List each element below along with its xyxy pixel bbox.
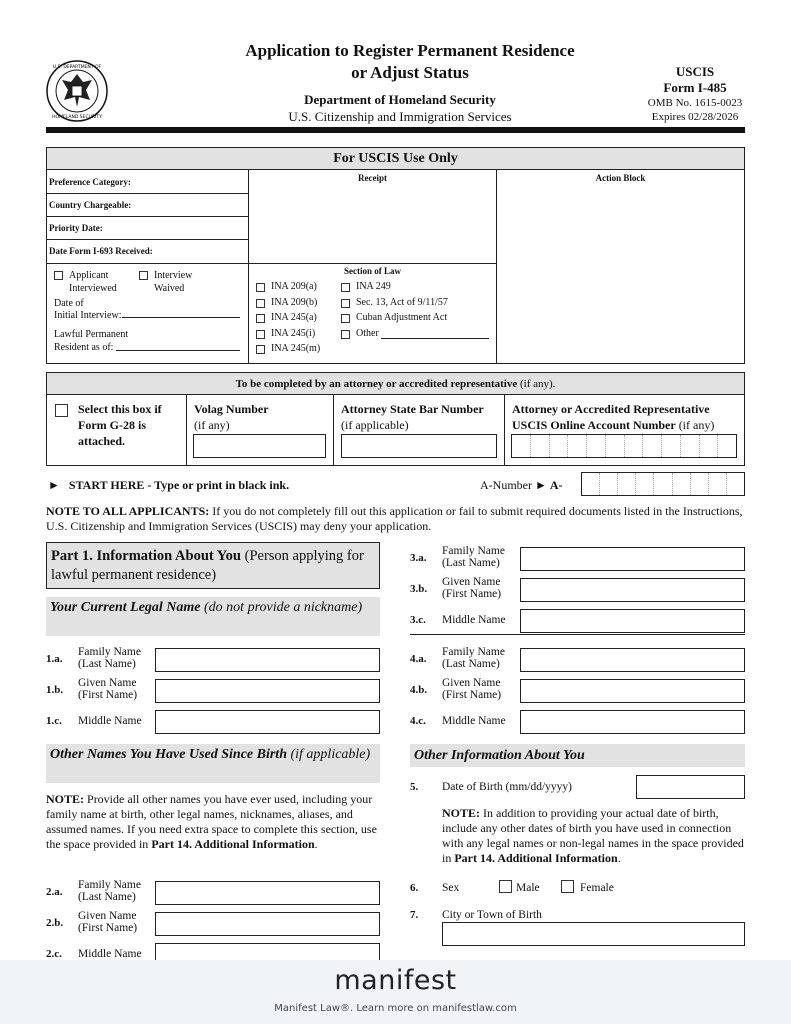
footer-brand-logo: manifest	[334, 965, 457, 996]
start-here-instruction	[48, 478, 289, 493]
family-name-2a-input[interactable]	[155, 881, 380, 905]
online-account-label-bold: USCIS Online Account Number	[512, 418, 676, 432]
law-checkbox[interactable]	[256, 299, 265, 308]
other-info-header	[410, 744, 745, 767]
attorney-header-normal: (if any).	[517, 378, 556, 390]
note-to-applicants	[46, 504, 746, 534]
a-number-input[interactable]	[581, 472, 745, 496]
other-names-note-ref: Part 14. Additional Information	[151, 837, 315, 851]
middle-name-4c-label: Middle Name	[442, 715, 506, 727]
law-option-label: INA 245(m)	[271, 343, 321, 354]
law-checkbox[interactable]	[341, 299, 350, 308]
law-option-label: Sec. 13, Act of 9/11/57	[356, 296, 448, 308]
lpr-as-of-line[interactable]	[116, 341, 240, 351]
family-name-1a-number: 1.a.	[46, 653, 63, 665]
g28-label-2: Form G-28 is	[78, 418, 146, 432]
online-account-hint: (if any)	[675, 418, 715, 432]
law-option-label: INA 245(a)	[271, 312, 317, 323]
given-name-1b-label-2: (First Name)	[78, 689, 138, 701]
department-name: Department of Homeland Security	[304, 92, 496, 107]
start-here-text: START HERE - Type or print in black ink.	[68, 478, 290, 492]
law-checkbox[interactable]	[256, 345, 265, 354]
g28-attached-checkbox[interactable]	[55, 404, 68, 417]
segment-cell	[700, 435, 719, 457]
family-name-2a-label-2: (Last Name)	[78, 891, 136, 903]
form-title-line1: Application to Register Permanent Residence	[245, 41, 575, 60]
interview-waived-label: Interview	[154, 270, 193, 281]
segment-cell	[643, 435, 662, 457]
segment-cell	[681, 435, 700, 457]
online-account-number-input[interactable]	[511, 434, 737, 458]
dob-number: 5.	[410, 781, 419, 793]
family-name-4a-label: Family Name	[442, 646, 505, 658]
middle-name-2c-label: Middle Name	[78, 948, 142, 960]
a-number-label	[480, 478, 563, 493]
segment-cell	[654, 473, 672, 495]
omb-number: OMB No. 1615-0023	[647, 97, 743, 109]
middle-name-3c-number: 3.c.	[410, 614, 426, 626]
applicant-interviewed-checkbox[interactable]	[54, 271, 63, 280]
family-name-1a-input[interactable]	[155, 648, 380, 672]
segment-cell	[718, 435, 736, 457]
column-divider	[410, 634, 745, 635]
law-option-label: INA 249	[356, 281, 391, 292]
sex-male-checkbox[interactable]	[499, 880, 512, 893]
given-name-3b-label-2: (First Name)	[442, 588, 502, 600]
receipt-label: Receipt	[358, 173, 387, 183]
state-bar-number-input[interactable]	[341, 434, 497, 458]
part1-header	[46, 542, 380, 589]
section-of-law-label: Section of Law	[344, 266, 401, 276]
city-of-birth-input[interactable]	[442, 922, 745, 946]
other-names-hint: (if applicable)	[286, 747, 371, 762]
segment-cell	[691, 473, 709, 495]
state-bar-number-hint: (if applicable)	[341, 418, 409, 432]
uscis-use-title: For USCIS Use Only	[47, 148, 744, 170]
preference-category-label: Preference Category:	[49, 177, 131, 187]
given-name-4b-number: 4.b.	[410, 684, 428, 696]
interview-waived-checkbox[interactable]	[139, 271, 148, 280]
segment-cell	[636, 473, 654, 495]
city-of-birth-label: City or Town of Birth	[442, 909, 542, 921]
header-rule	[46, 127, 745, 133]
interview-waived-label-2: Waived	[154, 283, 185, 294]
dob-note-ref: Part 14. Additional Information	[454, 851, 618, 865]
middle-name-2c-input[interactable]	[155, 943, 380, 960]
given-name-1b-number: 1.b.	[46, 684, 64, 696]
dob-note	[442, 806, 745, 866]
law-other-line[interactable]	[381, 329, 489, 339]
given-name-2b-number: 2.b.	[46, 917, 64, 929]
online-account-label-2	[512, 418, 714, 433]
action-block-label: Action Block	[595, 173, 646, 183]
law-option-label: Cuban Adjustment Act	[356, 312, 448, 323]
online-account-label: Attorney or Accredited Representative	[512, 402, 710, 416]
sex-male-label: Male	[516, 882, 540, 894]
segment-cell	[600, 473, 618, 495]
g28-label-3: attached.	[78, 434, 125, 448]
segment-cell	[727, 473, 744, 495]
sex-label: Sex	[442, 882, 460, 894]
dob-note-end: .	[617, 851, 621, 865]
segment-cell	[606, 435, 625, 457]
a-number-text: A-Number	[480, 478, 532, 492]
middle-name-3c-label: Middle Name	[442, 614, 506, 626]
legal-name-hint: (do not provide a nickname)	[200, 600, 363, 615]
segment-cell	[709, 473, 727, 495]
state-bar-number-label: Attorney State Bar Number	[341, 402, 484, 416]
given-name-4b-input[interactable]	[520, 679, 745, 703]
other-names-note	[46, 792, 380, 852]
law-option-label: INA 209(a)	[271, 281, 317, 292]
other-names-header	[46, 744, 380, 783]
law-checkbox[interactable]	[256, 330, 265, 339]
middle-name-4c-input[interactable]	[520, 710, 745, 734]
applicant-interviewed-label-2: Interviewed	[69, 283, 117, 294]
law-option-label: INA 245(i)	[271, 327, 316, 339]
family-name-3a-label: Family Name	[442, 545, 505, 557]
dob-label: Date of Birth (mm/dd/yyyy)	[442, 781, 572, 793]
priority-date-label: Priority Date:	[49, 223, 103, 233]
lpr-as-of-label: Lawful Permanent	[54, 329, 129, 340]
date-initial-interview-line[interactable]	[122, 308, 240, 318]
other-names-title: Other Names You Have Used Since Birth	[50, 747, 287, 762]
legal-name-header	[46, 597, 380, 636]
date-of-birth-input[interactable]	[636, 775, 745, 799]
a-number-prefix: A-	[549, 478, 563, 492]
dob-note-bold: NOTE:	[442, 806, 481, 820]
middle-name-3c-input[interactable]	[520, 609, 745, 633]
segment-cell	[618, 473, 636, 495]
date-initial-interview-label-2: Initial Interview:	[54, 310, 122, 321]
uscis-label: USCIS	[675, 64, 715, 79]
given-name-1b-input[interactable]	[155, 679, 380, 703]
legal-name-title: Your Current Legal Name	[50, 600, 201, 615]
middle-name-4c-number: 4.c.	[410, 715, 426, 727]
family-name-3a-label-2: (Last Name)	[442, 557, 500, 569]
given-name-3b-input[interactable]	[520, 578, 745, 602]
given-name-2b-label: Given Name	[78, 910, 137, 922]
segment-cell	[582, 473, 600, 495]
other-names-note-bold: NOTE:	[46, 792, 85, 806]
dob-note-text: In addition to providing your actual date of birth, include any other dates of birth you have used in connection with any legal names or non-legal names in the space provided in	[442, 806, 744, 865]
segment-cell	[531, 435, 550, 457]
form-title-line2: or Adjust Status	[351, 63, 469, 82]
given-name-4b-label: Given Name	[442, 677, 501, 689]
volag-number-label: Volag Number	[194, 402, 269, 416]
segment-cell	[662, 435, 681, 457]
other-names-note-text: Provide all other names you have ever used, including your family name at birth, other legal names, nicknames, aliases, and assumed names. If you need extra space to complete this section, use the space provided in	[46, 792, 377, 851]
dhs-seal-icon	[46, 60, 108, 122]
middle-name-1c-label: Middle Name	[78, 715, 142, 727]
segment-cell	[550, 435, 569, 457]
segment-cell	[587, 435, 606, 457]
note-to-applicants-bold: NOTE TO ALL APPLICANTS:	[46, 504, 210, 518]
other-names-note-end: .	[314, 837, 318, 851]
part1-subtitle: (Person applying for lawful permanent residence)	[51, 548, 364, 583]
given-name-2b-input[interactable]	[155, 912, 380, 936]
segment-cell	[625, 435, 644, 457]
svg-text:HOMELAND SECURITY: HOMELAND SECURITY	[52, 115, 102, 120]
family-name-2a-label: Family Name	[78, 879, 141, 891]
part1-title: Part 1. Information About You	[51, 548, 241, 564]
middle-name-1c-number: 1.c.	[46, 715, 62, 727]
a-number-arrow-icon: ►	[534, 478, 547, 492]
applicant-interviewed-label: Applicant	[69, 270, 109, 281]
country-chargeable-label: Country Chargeable:	[49, 200, 132, 210]
attorney-header-bold: To be completed by an attorney or accredited representative	[235, 378, 518, 390]
given-name-2b-label-2: (First Name)	[78, 922, 138, 934]
svg-text:U.S. DEPARTMENT OF: U.S. DEPARTMENT OF	[52, 65, 102, 70]
city-of-birth-number: 7.	[410, 909, 419, 921]
attorney-header	[47, 373, 744, 395]
law-checkbox[interactable]	[341, 314, 350, 323]
family-name-2a-number: 2.a.	[46, 886, 63, 898]
agency-name: U.S. Citizenship and Immigration Services	[288, 109, 512, 124]
g28-label: Select this box if	[78, 402, 162, 416]
given-name-1b-label: Given Name	[78, 677, 137, 689]
other-info-title: Other Information About You	[414, 748, 585, 763]
law-checkbox[interactable]	[341, 283, 350, 292]
middle-name-1c-input[interactable]	[155, 710, 380, 734]
family-name-4a-input[interactable]	[520, 648, 745, 672]
given-name-3b-label: Given Name	[442, 576, 501, 588]
segment-cell	[512, 435, 531, 457]
law-option-label: Other	[356, 327, 379, 339]
lpr-as-of-label-2: Resident as of:	[54, 342, 114, 353]
start-arrow-icon: ►	[48, 478, 60, 492]
segment-cell	[673, 473, 691, 495]
family-name-3a-input[interactable]	[520, 547, 745, 571]
sex-female-label: Female	[580, 882, 614, 894]
law-checkbox[interactable]	[256, 314, 265, 323]
family-name-1a-label: Family Name	[78, 646, 141, 658]
family-name-4a-number: 4.a.	[410, 653, 427, 665]
segment-cell	[568, 435, 587, 457]
family-name-3a-number: 3.a.	[410, 552, 427, 564]
law-option-label: INA 209(b)	[271, 296, 318, 308]
form-number: Form I-485	[663, 80, 727, 95]
date-initial-interview-label: Date of	[54, 298, 84, 309]
sex-number: 6.	[410, 882, 419, 894]
volag-number-input[interactable]	[193, 434, 326, 458]
middle-name-2c-number: 2.c.	[46, 948, 62, 960]
given-name-4b-label-2: (First Name)	[442, 689, 502, 701]
i693-received-label: Date Form I-693 Received:	[49, 246, 153, 256]
law-checkbox[interactable]	[341, 330, 350, 339]
given-name-3b-number: 3.b.	[410, 583, 428, 595]
family-name-1a-label-2: (Last Name)	[78, 658, 136, 670]
expiration-date: Expires 02/28/2026	[651, 111, 739, 123]
footer-tagline[interactable]: Manifest Law®. Learn more on manifestlaw.com	[274, 1003, 517, 1014]
volag-number-hint: (if any)	[194, 418, 230, 432]
sex-female-checkbox[interactable]	[561, 880, 574, 893]
law-checkbox[interactable]	[256, 283, 265, 292]
note-to-applicants-text: If you do not completely fill out this application or fail to submit required documents listed in the Instructions, U.S. Citizenship and Immigration Services (USCIS) may deny your application.	[46, 504, 743, 533]
family-name-4a-label-2: (Last Name)	[442, 658, 500, 670]
